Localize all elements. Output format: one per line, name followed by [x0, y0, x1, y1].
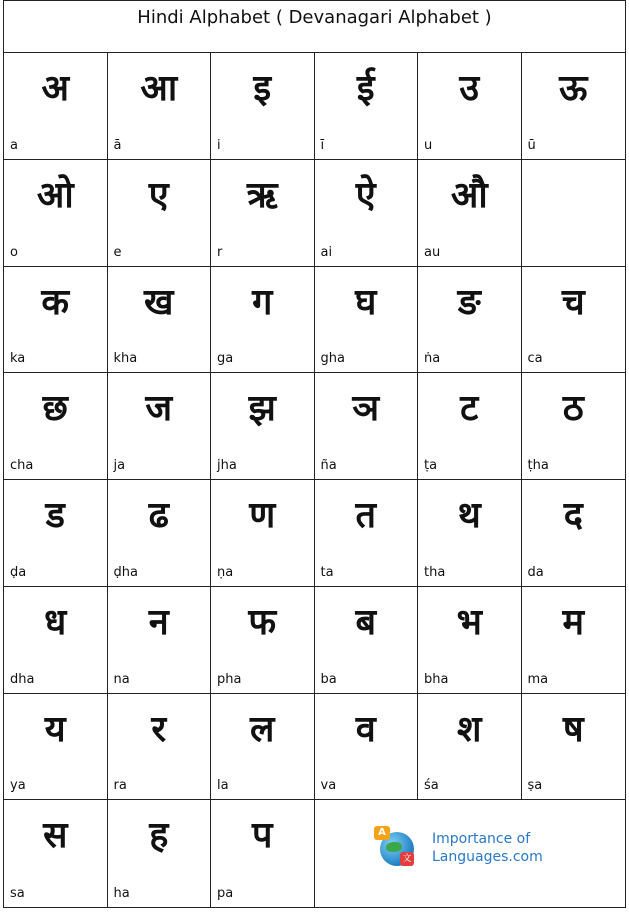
devanagari-letter: छ — [42, 388, 68, 430]
transliteration-label: au — [424, 244, 441, 260]
transliteration-label: ka — [10, 351, 26, 367]
devanagari-letter: उ — [459, 68, 480, 109]
letter-cell — [418, 160, 522, 267]
transliteration-label: ga — [217, 351, 234, 367]
transliteration-label: ra — [113, 778, 127, 794]
devanagari-letter: ग — [252, 281, 273, 323]
devanagari-letter: ध — [44, 601, 67, 643]
letter-cell — [211, 694, 315, 801]
letter-cell — [315, 53, 419, 160]
letter-cell — [315, 587, 419, 694]
transliteration-label: ta — [320, 564, 334, 580]
transliteration-label: ṭha — [527, 458, 549, 473]
transliteration-label: ma — [527, 671, 549, 687]
devanagari-letter: फ — [248, 601, 277, 643]
devanagari-letter: अ — [41, 68, 69, 109]
transliteration-label: la — [217, 778, 229, 794]
devanagari-letter: ई — [356, 68, 375, 109]
devanagari-letter: र — [151, 708, 167, 750]
letter-cell — [315, 480, 419, 587]
transliteration-label: ī — [320, 137, 325, 153]
devanagari-letter: म — [562, 601, 585, 643]
devanagari-letter: आ — [140, 68, 178, 109]
letter-cell — [315, 373, 419, 480]
devanagari-letter: ठ — [562, 388, 584, 430]
letter-cell — [108, 373, 212, 480]
devanagari-letter: झ — [248, 388, 276, 430]
transliteration-label: ai — [320, 244, 333, 260]
transliteration-label: ū — [527, 137, 536, 153]
letter-cell — [418, 480, 522, 587]
letter-cell — [211, 53, 315, 160]
letter-cell — [522, 267, 626, 374]
watermark-logo — [374, 826, 574, 876]
transliteration-label: o — [10, 244, 18, 260]
transliteration-label: pha — [217, 671, 242, 687]
devanagari-letter: ढ — [148, 495, 169, 536]
devanagari-letter: ऊ — [559, 68, 588, 109]
transliteration-label: kha — [113, 351, 138, 367]
devanagari-letter: प — [252, 815, 273, 857]
letter-cell — [211, 587, 315, 694]
devanagari-letter: द — [563, 495, 583, 536]
transliteration-label: ña — [320, 458, 337, 473]
letter-cell — [315, 160, 419, 267]
transliteration-label: ca — [527, 351, 543, 367]
watermark-line-2: Languages.com — [432, 849, 543, 865]
transliteration-label: i — [217, 137, 221, 153]
devanagari-letter: ख — [144, 281, 174, 323]
letter-cell — [211, 800, 315, 907]
letter-cell — [4, 53, 108, 160]
devanagari-letter: ञ — [352, 388, 380, 430]
transliteration-label: u — [424, 137, 433, 153]
letter-cell — [522, 587, 626, 694]
chinese-char-badge-icon: 文 — [400, 852, 414, 866]
letter-cell — [522, 480, 626, 587]
devanagari-letter: ए — [148, 174, 169, 216]
chart-title: Hindi Alphabet ( Devanagari Alphabet ) — [137, 7, 492, 28]
transliteration-label: ṭa — [424, 458, 438, 473]
transliteration-label: śa — [424, 778, 439, 794]
letter-cell — [108, 694, 212, 801]
letter-cell — [4, 160, 108, 267]
transliteration-label: ja — [113, 458, 126, 473]
letter-cell — [108, 800, 212, 907]
devanagari-letter: ऋ — [246, 174, 278, 216]
devanagari-letter: ऐ — [355, 174, 376, 216]
transliteration-label: bha — [424, 671, 449, 687]
devanagari-letter: य — [44, 708, 66, 750]
devanagari-letter: न — [148, 601, 169, 643]
letter-cell — [315, 267, 419, 374]
transliteration-label: gha — [320, 351, 345, 367]
letter-cell — [418, 373, 522, 480]
transliteration-label: cha — [10, 458, 34, 473]
transliteration-label: ṅa — [424, 351, 441, 367]
transliteration-label: ḍha — [113, 564, 138, 580]
letter-grid — [4, 53, 625, 907]
transliteration-label: a — [10, 137, 18, 153]
letter-cell — [4, 480, 108, 587]
letter-cell — [108, 160, 212, 267]
watermark-text — [432, 830, 543, 866]
letter-cell — [4, 587, 108, 694]
letter-cell — [4, 694, 108, 801]
devanagari-letter: औ — [450, 174, 488, 216]
title-row — [4, 1, 625, 53]
devanagari-letter: भ — [456, 601, 482, 643]
devanagari-letter: ड — [45, 495, 65, 536]
transliteration-label: ṣa — [527, 778, 543, 794]
transliteration-label: tha — [424, 564, 446, 580]
letter-cell — [211, 160, 315, 267]
transliteration-label: ha — [113, 886, 130, 901]
devanagari-letter: ष — [562, 708, 584, 750]
transliteration-label: da — [527, 564, 544, 580]
letter-cell — [522, 53, 626, 160]
devanagari-letter: ह — [149, 815, 169, 857]
letter-cell — [211, 480, 315, 587]
letter-cell — [522, 373, 626, 480]
letter-cell — [522, 694, 626, 801]
devanagari-letter: ब — [355, 601, 377, 643]
devanagari-letter: त — [355, 495, 377, 536]
letter-cell — [4, 800, 108, 907]
devanagari-letter: श — [457, 708, 482, 750]
devanagari-letter: ण — [249, 495, 276, 536]
letter-cell — [108, 267, 212, 374]
letter-cell — [211, 373, 315, 480]
transliteration-label: ṇa — [217, 564, 234, 580]
letter-cell — [418, 694, 522, 801]
devanagari-letter: क — [41, 281, 70, 323]
devanagari-letter: घ — [355, 281, 377, 323]
devanagari-letter: इ — [253, 68, 272, 109]
transliteration-label: na — [113, 671, 130, 687]
alphabet-chart — [3, 0, 626, 908]
letter-cell — [418, 53, 522, 160]
devanagari-letter: थ — [457, 495, 481, 536]
letter-cell — [4, 267, 108, 374]
watermark-line-1: Importance of — [432, 831, 531, 847]
transliteration-label: r — [217, 244, 223, 260]
devanagari-letter: स — [43, 815, 68, 857]
devanagari-letter: ओ — [36, 174, 74, 216]
letter-cell — [211, 267, 315, 374]
devanagari-letter: ङ — [457, 281, 481, 323]
letter-cell — [418, 267, 522, 374]
transliteration-label: va — [320, 778, 337, 794]
transliteration-label: pa — [217, 886, 234, 901]
letter-cell — [418, 587, 522, 694]
devanagari-letter: ज — [145, 388, 173, 430]
transliteration-label: sa — [10, 886, 25, 901]
transliteration-label: dha — [10, 671, 35, 687]
letter-a-badge-icon: A — [374, 826, 390, 840]
transliteration-label: e — [113, 244, 122, 260]
devanagari-letter: ल — [250, 708, 275, 750]
transliteration-label: jha — [217, 458, 237, 473]
transliteration-label: ya — [10, 778, 26, 794]
letter-cell — [108, 587, 212, 694]
letter-cell — [108, 480, 212, 587]
devanagari-letter: च — [561, 281, 585, 323]
letter-cell — [4, 373, 108, 480]
devanagari-letter: व — [355, 708, 376, 750]
transliteration-label: ā — [113, 137, 122, 153]
letter-cell — [522, 160, 626, 267]
letter-cell — [108, 53, 212, 160]
letter-cell — [315, 694, 419, 801]
transliteration-label: ba — [320, 671, 337, 687]
devanagari-letter: ट — [460, 388, 479, 430]
transliteration-label: ḍa — [10, 564, 27, 580]
